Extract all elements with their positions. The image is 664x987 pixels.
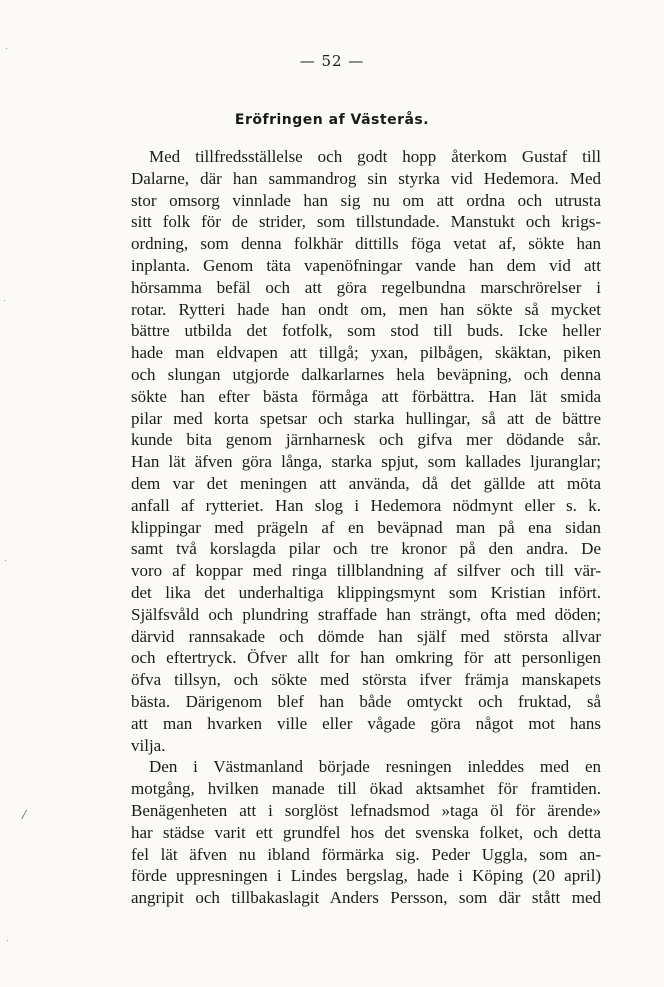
text-line: ordning, som denna folkhär dittills föga vetat af, sökte han xyxy=(131,234,601,254)
margin-mark: / xyxy=(22,808,26,823)
text-line: och slungan utgjorde dalkarlarnes hela beväpning, och denna xyxy=(131,364,601,384)
text-line: stor omsorg vinnlade han sig nu om att ordna och utrusta xyxy=(131,190,601,210)
text-line: klippingar med prägeln af en beväpnad man på ena sidan xyxy=(131,517,601,537)
text-line: motgång, hvilken manade till ökad aktsamhet för framtiden. xyxy=(131,779,601,799)
text-line: hörsamma befäl och att göra regelbundna marschrörelser i xyxy=(131,277,601,297)
text-line: angripit och tillbakaslagit Anders Persson, som där stått med xyxy=(131,888,601,908)
text-line: bättre utbilda det fotfolk, som stod till buds. Icke heller xyxy=(131,321,601,341)
text-line: bästa. Därigenom blef han både omtyckt och fruktad, så xyxy=(131,691,601,711)
text-line: och eftertryck. Öfver allt for han omkring för att personligen xyxy=(131,648,601,668)
text-line: dem var det meningen att använda, då det gällde att möta xyxy=(131,473,601,493)
text-line: sökte han efter bästa förmåga att förbättra. Han lät smida xyxy=(131,386,601,406)
text-line: fel lät äfven nu ibland förmärka sig. Peder Uggla, som an- xyxy=(131,844,601,864)
gutter-speck xyxy=(6,48,7,49)
text-line: öfva tillsyn, och sökte med största ifver främja manskapets xyxy=(131,670,601,690)
page-number: — 52 — xyxy=(299,52,365,70)
text-line: har städse varit ett grundfel hos det svenska folket, och detta xyxy=(131,822,601,842)
text-line: Han lät äfven göra långa, starka spjut, som kallades ljuranglar; xyxy=(131,452,601,472)
text-line: Den i Västmanland började resningen inleddes med en xyxy=(149,757,601,777)
gutter-speck xyxy=(7,940,8,941)
text-line: anfall af rytteriet. Han slog i Hedemora nödmynt eller s. k. xyxy=(131,495,601,515)
text-line: förde uppresningen i Lindes bergslag, hade i Köping (20 april) xyxy=(131,866,601,886)
text-line: Benägenheten att i sorglöst lefnadsmod »taga öl för ärende» xyxy=(131,800,601,820)
text-line: Med tillfredsställelse och godt hopp återkom Gustaf till xyxy=(149,147,601,166)
text-line: därvid rannsakade och dömde han själf med största allvar xyxy=(131,626,601,646)
text-line: att man hvarken ville eller vågade göra något mot hans xyxy=(131,713,601,733)
text-line: samt två korslagda pilar och tre kronor på den andra. De xyxy=(131,539,601,559)
text-line: Själfsvåld och plundring straffade han strängt, ofta med döden; xyxy=(131,604,601,624)
chapter-title: Eröfringen af Västerås. xyxy=(234,112,430,128)
text-line: hade man eldvapen att tillgå; yxan, pilbågen, skäktan, piken xyxy=(131,343,601,363)
text-line: rotar. Rytteri hade han ondt om, men han sökte så mycket xyxy=(131,299,601,319)
text-line: Dalarne, där han sammandrog sin styrka vid Hedemora. Med xyxy=(131,168,601,188)
body-text xyxy=(131,146,601,909)
text-line: voro af koppar med ringa tillblandning af silfver och till vär- xyxy=(131,561,601,581)
text-line: det lika det underhaltiga klippingsmynt som Kristian infört. xyxy=(131,582,601,602)
text-line: sitt folk för de strider, som tillstundade. Manstukt och krigs- xyxy=(131,212,601,232)
text-line: kunde bita genom järnharnesk och gifva mer dödande sår. xyxy=(131,430,601,450)
gutter-speck xyxy=(4,300,5,301)
text-line: inplanta. Genom täta vapenöfningar vande han dem vid att xyxy=(131,255,601,275)
text-line: pilar med korta spetsar och starka hullingar, så att de bättre xyxy=(131,408,601,428)
gutter-speck xyxy=(5,560,6,561)
text-line: vilja. xyxy=(131,735,166,755)
